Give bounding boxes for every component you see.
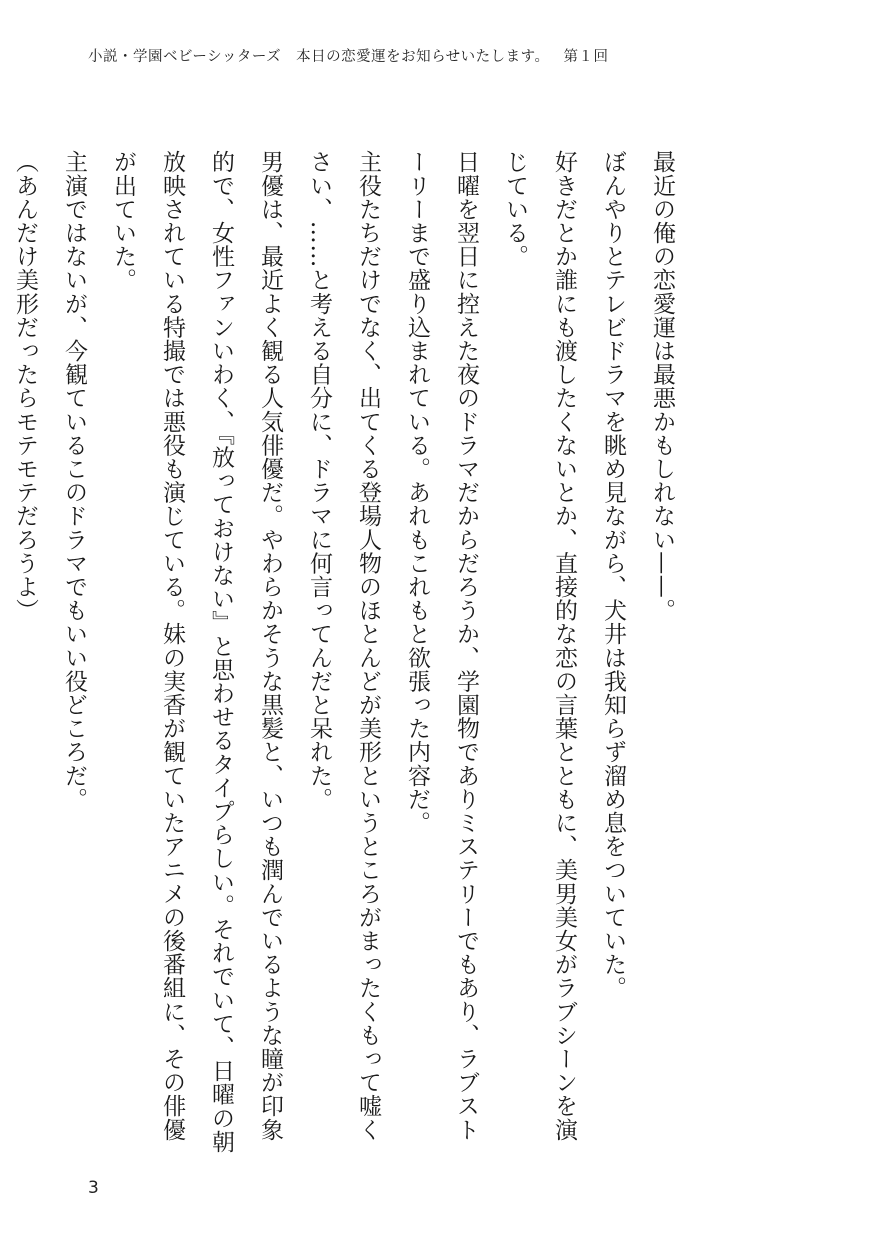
book-title: 小説・学園ベビーシッターズ 本日の恋愛運をお知らせいたします。 — [88, 49, 550, 65]
running-header — [88, 45, 609, 66]
page-number: 3 — [88, 1178, 99, 1198]
paragraph: （あんだけ美形だったらモテモテだろうよ） — [12, 150, 38, 622]
paragraph: 日曜を翌日に控えた夜のドラマだからだろうか、学園物でありミステリーでもあり、ラブストーリーまで盛り込まれている。あれもこれもと欲張った内容だ。 — [404, 150, 479, 1142]
paragraph: 最近の俺の恋愛運は最悪かもしれない——。 — [649, 150, 675, 622]
body-text — [0, 150, 686, 1160]
paragraph: 主役たちだけでなく、出てくる登場人物のほとんどが美形というところがまったくもって嘘くさい、……と考える自分に、ドラマに何言ってんだと呆れた。 — [306, 150, 381, 1142]
paragraph: ぼんやりとテレビドラマを眺め見ながら、犬井は我知らず溜め息をついていた。 — [600, 150, 626, 1000]
paragraph: 男優は、最近よく観る人気俳優だ。やわらかそうな黒髪と、いつも潤んでいるような瞳が印象的で、女性ファンいわく、『放っておけない』と思わせるタイプらしい。それでいて、日曜の朝放映されている特撮では悪役も演じている。妹の実香が観ていたアニメの後番組に、その俳優が出ていた。 — [110, 150, 283, 1154]
paragraph: 主演ではないが、今観ているこのドラマでもいい役どころだ。 — [61, 150, 87, 811]
paragraph: 好きだとか誰にも渡したくないとか、直接的な恋の言葉とともに、美男美女がラブシーンを演じている。 — [502, 150, 577, 1142]
episode-label: 第１回 — [563, 49, 609, 65]
